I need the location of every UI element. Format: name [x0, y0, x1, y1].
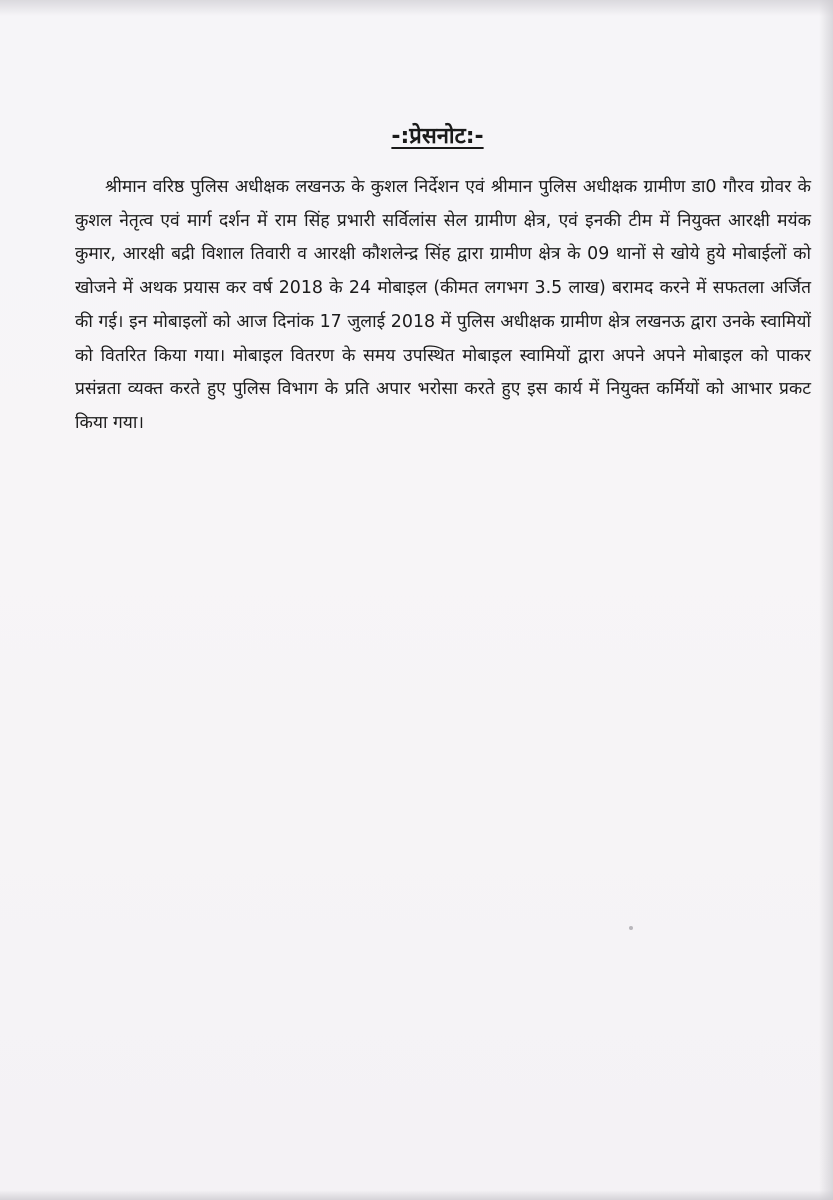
page-edge-shadow-top — [0, 0, 833, 16]
press-note-heading: -:प्रेसनोट:- — [391, 124, 484, 149]
page-edge-shadow-bottom — [0, 1190, 833, 1200]
press-note-heading-block — [0, 120, 833, 150]
page-edge-shadow-right — [819, 0, 833, 1200]
press-note-body: श्रीमान वरिष्ठ पुलिस अधीक्षक लखनऊ के कुशल निर्देशन एवं श्रीमान पुलिस अधीक्षक ग्रामीण डा0 गौरव ग्रोवर के कुशल नेतृत्व एवं मार्ग दर्शन में राम सिंह प्रभारी सर्विलांस सेल ग्रामीण क्षेत्र, एवं इनकी टीम में नियुक्त आरक्षी मयंक कुमार, आरक्षी बद्री विशाल तिवारी व आरक्षी कौशलेन्द्र सिंह द्वारा ग्रामीण क्षेत्र के 09 थानों से खोये हुये मोबाईलों को खोजने में अथक प्रयास कर वर्ष 2018 के 24 मोबाइल (कीमत लगभग 3.5 लाख) बरामद करने में सफतला अर्जित की गई। इन मोबाइलों को आज दिनांक 17 जुलाई 2018 में पुलिस अधीक्षक ग्रामीण क्षेत्र लखनऊ द्वारा उनके स्वामियों को वितरित किया गया। मोबाइल वितरण के समय उपस्थित मोबाइल स्वामियों द्वारा अपने अपने मोबाइल को पाकर प्रसंन्नता व्यक्त करते हुए पुलिस विभाग के प्रति अपार भरोसा करते हुए इस कार्य में नियुक्त कर्मियों को आभार प्रकट किया गया। — [75, 177, 811, 433]
paper-speck — [629, 926, 633, 930]
